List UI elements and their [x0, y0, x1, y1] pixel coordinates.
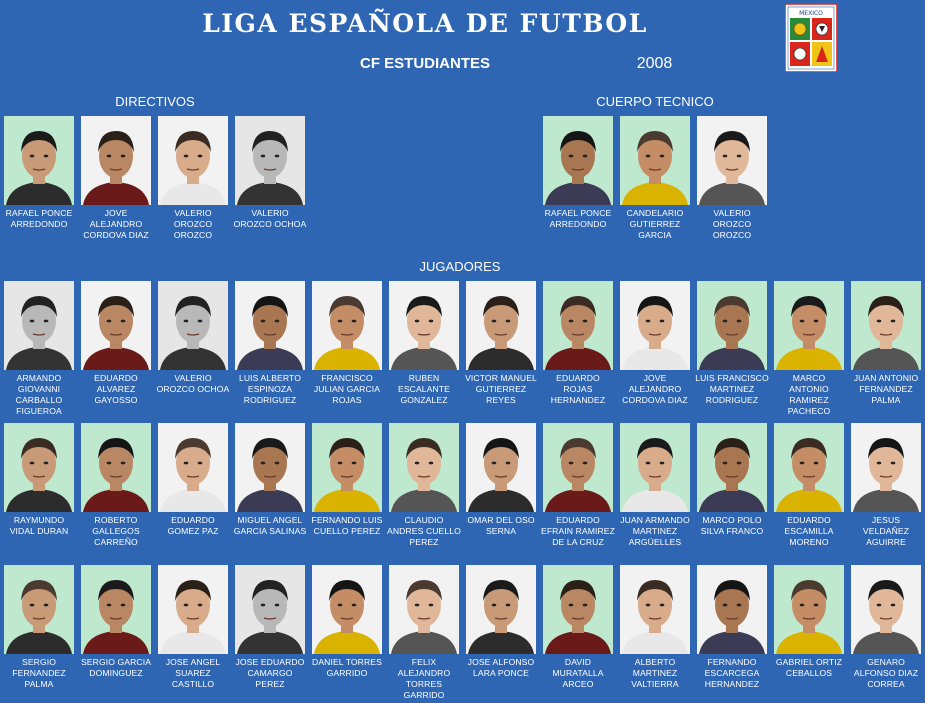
person-name: FELIX ALEJANDRO TORRES GARRIDO [397, 657, 451, 700]
section-directivos: DIRECTIVOS [115, 94, 195, 109]
person-name: JESUS VELDAÑEZ AGUIRRE [862, 515, 910, 547]
person-card [772, 565, 846, 679]
person-card [618, 565, 692, 690]
person-card [233, 565, 307, 690]
person-photo [389, 423, 459, 512]
person-name: EDUARDO ALVAREZ GAYOSSO [94, 373, 138, 405]
person-photo [389, 565, 459, 654]
person-photo [620, 423, 690, 512]
person-name: RAFAEL PONCE ARREDONDO [5, 208, 73, 229]
person-name: LUIS FRANCISCO MARTINEZ RODRIGUEZ [695, 373, 769, 405]
person-name: EDUARDO ROJAS HERNANDEZ [550, 373, 606, 405]
person-photo [543, 423, 613, 512]
person-card [387, 565, 461, 701]
person-card [695, 281, 769, 406]
person-name: MARCO POLO SILVA FRANCO [700, 515, 764, 536]
person-photo [4, 116, 74, 205]
person-photo [235, 565, 305, 654]
person-photo [851, 565, 921, 654]
person-name: JOSE ALFONSO LARA PONCE [467, 657, 535, 678]
person-card [541, 281, 615, 406]
person-card [695, 116, 769, 241]
person-photo [466, 423, 536, 512]
person-photo [235, 116, 305, 205]
person-name: SERGIO FERNANDEZ PALMA [12, 657, 66, 689]
section-cuerpo-tecnico: CUERPO TECNICO [596, 94, 714, 109]
crest-text: MEXICO [799, 10, 823, 17]
person-name: CLAUDIO ANDRES CUELLO PEREZ [387, 515, 461, 547]
person-photo [235, 281, 305, 370]
person-name: GENARO ALFONSO DIAZ CORREA [853, 657, 919, 689]
person-photo [158, 423, 228, 512]
person-card [233, 116, 307, 230]
person-photo [312, 423, 382, 512]
person-card [2, 423, 76, 537]
person-photo [235, 423, 305, 512]
person-name: DAVID MURATALLA ARCEO [552, 657, 604, 689]
person-photo [466, 281, 536, 370]
person-photo [4, 281, 74, 370]
person-name: MARCO ANTONIO RAMIREZ PACHECO [787, 373, 831, 416]
person-name: ROBERTO GALLEGOS CARREÑO [92, 515, 140, 547]
person-name: VALERIO OROZCO OCHOA [156, 373, 230, 394]
person-card [541, 565, 615, 690]
person-card [156, 565, 230, 690]
person-name: JOSE ANGEL SUAREZ CASTILLO [165, 657, 221, 689]
person-photo [543, 116, 613, 205]
person-name: FERNANDO LUIS CUELLO PEREZ [311, 515, 383, 536]
person-card [156, 281, 230, 395]
person-card [2, 116, 76, 230]
person-photo [81, 116, 151, 205]
person-photo [774, 565, 844, 654]
person-card [464, 281, 538, 406]
person-name: FRANCISCO JULIAN GARCIA ROJAS [313, 373, 381, 405]
person-card [79, 116, 153, 241]
person-card [772, 423, 846, 548]
person-name: EDUARDO GOMEZ PAZ [167, 515, 219, 536]
person-card [2, 565, 76, 690]
person-card [464, 565, 538, 679]
person-card [310, 565, 384, 679]
person-photo [851, 423, 921, 512]
person-card [618, 116, 692, 241]
person-card [79, 423, 153, 548]
person-name: VICTOR MANUEL GUTIERREZ REYES [465, 373, 537, 405]
person-card [79, 565, 153, 679]
person-name: JOSE EDUARDO CAMARGO PEREZ [235, 657, 305, 689]
season-year: 2008 [636, 55, 673, 72]
person-name: OMAR DEL OSO SERNA [467, 515, 535, 536]
person-photo [81, 423, 151, 512]
person-card [310, 281, 384, 406]
person-name: JUAN ANTONIO FERNANDEZ PALMA [853, 373, 919, 405]
person-name: JUAN ARMANDO MARTINEZ ARGÜELLES [620, 515, 690, 547]
person-name: JOVE ALEJANDRO CORDOVA DIAZ [622, 373, 688, 405]
section-jugadores: JUGADORES [419, 259, 501, 274]
person-card [233, 281, 307, 406]
person-photo [774, 423, 844, 512]
person-name: VALERIO OROZCO OCHOA [233, 208, 307, 229]
person-photo [697, 116, 767, 205]
person-photo [158, 565, 228, 654]
person-name: RUBEN ESCALANTE GONZALEZ [397, 373, 450, 405]
person-card [541, 423, 615, 548]
page-title: LIGA ESPAÑOLA DE FUTBOL [202, 9, 648, 38]
person-card [695, 565, 769, 690]
person-card [156, 423, 230, 537]
person-photo [466, 565, 536, 654]
person-photo [81, 281, 151, 370]
person-photo [697, 281, 767, 370]
person-photo [620, 116, 690, 205]
person-name: EDUARDO EFRAIN RAMIREZ DE LA CRUZ [541, 515, 615, 547]
person-photo [81, 565, 151, 654]
person-card [541, 116, 615, 230]
person-card [2, 281, 76, 417]
person-name: LUIS ALBERTO ESPINOZA RODRIGUEZ [238, 373, 302, 405]
person-photo [620, 281, 690, 370]
person-photo [620, 565, 690, 654]
person-name: GABRIEL ORTIZ CEBALLOS [775, 657, 843, 678]
person-photo [158, 281, 228, 370]
person-name: ARMANDO GIOVANNI CARBALLO FIGUEROA [15, 373, 63, 416]
person-card [849, 565, 923, 690]
person-photo [774, 281, 844, 370]
person-name: CANDELARIO GUTIERREZ GARCIA [626, 208, 684, 240]
person-card [849, 281, 923, 406]
person-name: RAYMUNDO VIDAL DURAN [9, 515, 69, 536]
person-name: RAFAEL PONCE ARREDONDO [544, 208, 612, 229]
person-photo [4, 423, 74, 512]
person-name: VALERIO OROZCO OROZCO [173, 208, 213, 240]
person-photo [389, 281, 459, 370]
person-photo [543, 281, 613, 370]
person-name: JOVE ALEJANDRO CORDOVA DIAZ [83, 208, 149, 240]
person-card [79, 281, 153, 406]
person-photo [158, 116, 228, 205]
person-photo [312, 281, 382, 370]
person-card [464, 423, 538, 537]
person-card [618, 423, 692, 548]
person-photo [851, 281, 921, 370]
person-card [849, 423, 923, 548]
person-photo [697, 565, 767, 654]
person-name: VALERIO OROZCO OROZCO [712, 208, 752, 240]
person-name: DANIEL TORRES GARRIDO [312, 657, 382, 678]
person-card [618, 281, 692, 406]
person-card [310, 423, 384, 537]
person-photo [312, 565, 382, 654]
person-card [772, 281, 846, 417]
person-photo [697, 423, 767, 512]
person-card [156, 116, 230, 241]
person-card [387, 423, 461, 548]
mexico-crest-logo [785, 4, 837, 72]
person-name: SERGIO GARCIA DOMINGUEZ [80, 657, 152, 678]
person-name: FERNANDO ESCARCEGA HERNANDEZ [704, 657, 760, 689]
person-name: ALBERTO MARTINEZ VALTIERRA [631, 657, 679, 689]
person-card [695, 423, 769, 537]
person-photo [543, 565, 613, 654]
person-name: EDUARDO ESCAMILLA MORENO [784, 515, 834, 547]
person-card [233, 423, 307, 537]
club-name: CF ESTUDIANTES [359, 55, 490, 72]
person-card [387, 281, 461, 406]
person-name: MIGUEL ANGEL GARCIA SALINAS [233, 515, 307, 536]
person-photo [4, 565, 74, 654]
